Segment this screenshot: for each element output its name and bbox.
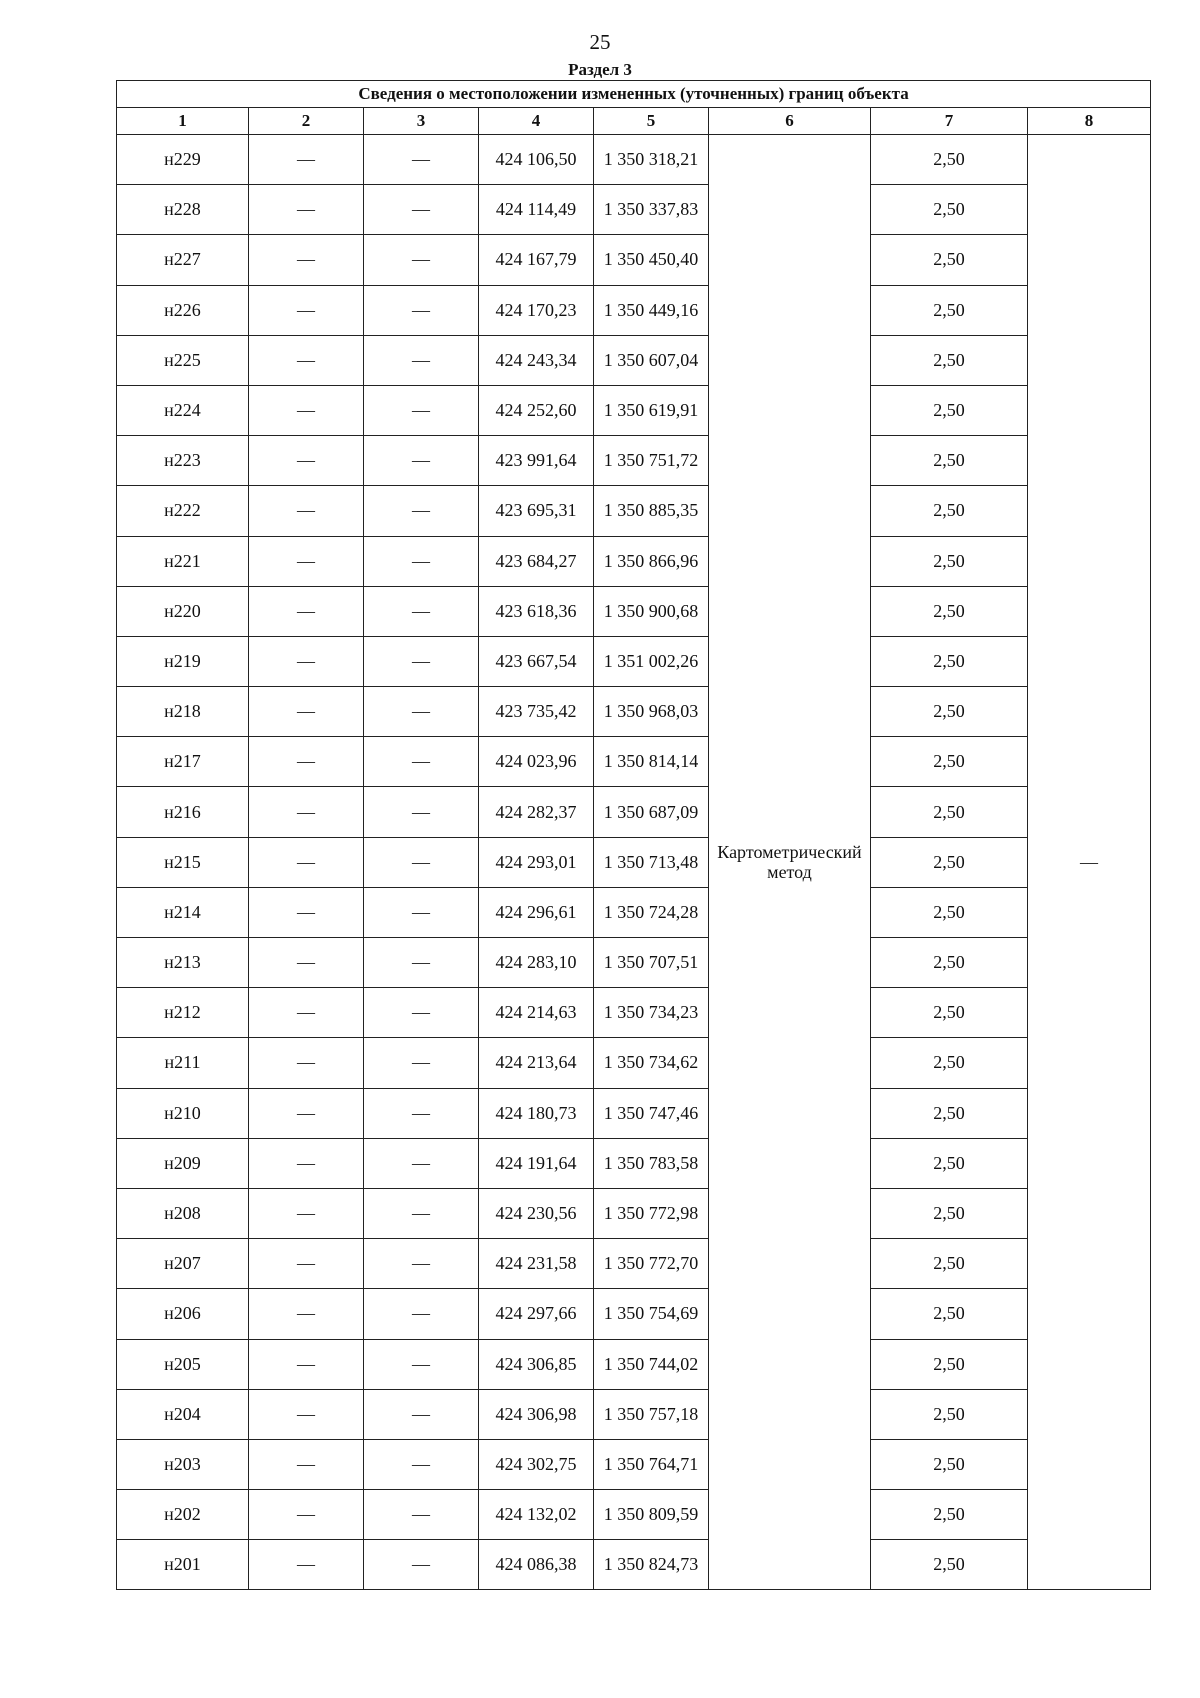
- y-coordinate-cell: 1 350 968,03: [594, 687, 709, 737]
- x-coordinate-cell: 424 293,01: [479, 837, 594, 887]
- column-3-cell: —: [364, 938, 479, 988]
- y-coordinate-cell: 1 350 687,09: [594, 787, 709, 837]
- accuracy-cell: 2,50: [871, 1239, 1028, 1289]
- column-number-7: 7: [871, 108, 1028, 135]
- accuracy-cell: 2,50: [871, 1339, 1028, 1389]
- point-name-cell: н201: [117, 1540, 249, 1590]
- column-3-cell: —: [364, 787, 479, 837]
- x-coordinate-cell: 423 618,36: [479, 586, 594, 636]
- accuracy-cell: 2,50: [871, 1138, 1028, 1188]
- x-coordinate-cell: 424 282,37: [479, 787, 594, 837]
- y-coordinate-cell: 1 350 747,46: [594, 1088, 709, 1138]
- accuracy-cell: 2,50: [871, 1038, 1028, 1088]
- y-coordinate-cell: 1 350 824,73: [594, 1540, 709, 1590]
- section-title: Раздел 3: [568, 60, 632, 79]
- column-2-cell: —: [249, 486, 364, 536]
- column-2-cell: —: [249, 1540, 364, 1590]
- y-coordinate-cell: 1 350 619,91: [594, 385, 709, 435]
- point-name-cell: н227: [117, 235, 249, 285]
- accuracy-cell: 2,50: [871, 938, 1028, 988]
- point-name-cell: н222: [117, 486, 249, 536]
- boundary-coordinates-table: [116, 80, 1151, 1590]
- point-name-cell: н223: [117, 436, 249, 486]
- column-3-cell: —: [364, 636, 479, 686]
- y-coordinate-cell: 1 350 764,71: [594, 1439, 709, 1489]
- table-row: [117, 1088, 1151, 1138]
- y-coordinate-cell: 1 350 757,18: [594, 1389, 709, 1439]
- x-coordinate-cell: 424 167,79: [479, 235, 594, 285]
- x-coordinate-cell: 424 230,56: [479, 1188, 594, 1238]
- table-row: [117, 636, 1151, 686]
- column-3-cell: —: [364, 1540, 479, 1590]
- x-coordinate-cell: 424 231,58: [479, 1239, 594, 1289]
- y-coordinate-cell: 1 350 754,69: [594, 1289, 709, 1339]
- x-coordinate-cell: 424 086,38: [479, 1540, 594, 1590]
- accuracy-cell: 2,50: [871, 1439, 1028, 1489]
- y-coordinate-cell: 1 350 772,98: [594, 1188, 709, 1238]
- x-coordinate-cell: 424 252,60: [479, 385, 594, 435]
- accuracy-cell: 2,50: [871, 436, 1028, 486]
- table-row: [117, 1239, 1151, 1289]
- table-row: [117, 887, 1151, 937]
- column-3-cell: —: [364, 135, 479, 185]
- x-coordinate-cell: 424 213,64: [479, 1038, 594, 1088]
- accuracy-cell: 2,50: [871, 636, 1028, 686]
- point-name-cell: н212: [117, 988, 249, 1038]
- column-3-cell: —: [364, 235, 479, 285]
- y-coordinate-cell: 1 350 809,59: [594, 1490, 709, 1540]
- table-row: [117, 285, 1151, 335]
- column-number-1: 1: [117, 108, 249, 135]
- point-name-cell: н206: [117, 1289, 249, 1339]
- point-name-cell: н207: [117, 1239, 249, 1289]
- accuracy-cell: 2,50: [871, 887, 1028, 937]
- table-row: [117, 837, 1151, 887]
- table-row: [117, 486, 1151, 536]
- table-row: [117, 135, 1151, 185]
- x-coordinate-cell: 424 283,10: [479, 938, 594, 988]
- point-name-cell: н208: [117, 1188, 249, 1238]
- column-3-cell: —: [364, 1188, 479, 1238]
- x-coordinate-cell: 424 306,85: [479, 1339, 594, 1389]
- column-3-cell: —: [364, 185, 479, 235]
- column-2-cell: —: [249, 1038, 364, 1088]
- x-coordinate-cell: 424 023,96: [479, 737, 594, 787]
- column-2-cell: —: [249, 1339, 364, 1389]
- y-coordinate-cell: 1 350 734,23: [594, 988, 709, 1038]
- column-3-cell: —: [364, 1289, 479, 1339]
- y-coordinate-cell: 1 351 002,26: [594, 636, 709, 686]
- accuracy-cell: 2,50: [871, 586, 1028, 636]
- column-2-cell: —: [249, 335, 364, 385]
- table-row: [117, 1389, 1151, 1439]
- accuracy-cell: 2,50: [871, 486, 1028, 536]
- y-coordinate-cell: 1 350 866,96: [594, 536, 709, 586]
- column-2-cell: —: [249, 887, 364, 937]
- column-2-cell: —: [249, 787, 364, 837]
- point-name-cell: н221: [117, 536, 249, 586]
- accuracy-cell: 2,50: [871, 1088, 1028, 1138]
- table-row: [117, 185, 1151, 235]
- point-name-cell: н204: [117, 1389, 249, 1439]
- column-3-cell: —: [364, 335, 479, 385]
- column-3-cell: —: [364, 687, 479, 737]
- y-coordinate-cell: 1 350 814,14: [594, 737, 709, 787]
- x-coordinate-cell: 424 132,02: [479, 1490, 594, 1540]
- point-name-cell: н218: [117, 687, 249, 737]
- y-coordinate-cell: 1 350 607,04: [594, 335, 709, 385]
- column-3-cell: —: [364, 1439, 479, 1489]
- x-coordinate-cell: 424 106,50: [479, 135, 594, 185]
- column-3-cell: —: [364, 536, 479, 586]
- table-row: [117, 988, 1151, 1038]
- point-name-cell: н211: [117, 1038, 249, 1088]
- y-coordinate-cell: 1 350 449,16: [594, 285, 709, 335]
- column-2-cell: —: [249, 837, 364, 887]
- y-coordinate-cell: 1 350 734,62: [594, 1038, 709, 1088]
- x-coordinate-cell: 424 180,73: [479, 1088, 594, 1138]
- column-2-cell: —: [249, 1389, 364, 1439]
- column-2-cell: —: [249, 185, 364, 235]
- table-row: [117, 1138, 1151, 1188]
- column-number-3: 3: [364, 108, 479, 135]
- column-3-cell: —: [364, 737, 479, 787]
- accuracy-cell: 2,50: [871, 1490, 1028, 1540]
- column-number-row: [117, 108, 1151, 135]
- x-coordinate-cell: 424 243,34: [479, 335, 594, 385]
- point-name-cell: н214: [117, 887, 249, 937]
- accuracy-cell: 2,50: [871, 285, 1028, 335]
- x-coordinate-cell: 424 170,23: [479, 285, 594, 335]
- accuracy-cell: 2,50: [871, 1540, 1028, 1590]
- point-name-cell: н216: [117, 787, 249, 837]
- column-2-cell: —: [249, 1188, 364, 1238]
- column-number-2: 2: [249, 108, 364, 135]
- x-coordinate-cell: 423 667,54: [479, 636, 594, 686]
- accuracy-cell: 2,50: [871, 1389, 1028, 1439]
- accuracy-cell: 2,50: [871, 335, 1028, 385]
- column-3-cell: —: [364, 887, 479, 937]
- accuracy-cell: 2,50: [871, 1289, 1028, 1339]
- y-coordinate-cell: 1 350 751,72: [594, 436, 709, 486]
- table-row: [117, 1339, 1151, 1389]
- column-3-cell: —: [364, 486, 479, 536]
- column-2-cell: —: [249, 285, 364, 335]
- y-coordinate-cell: 1 350 318,21: [594, 135, 709, 185]
- column-2-cell: —: [249, 1138, 364, 1188]
- table-body: [117, 135, 1151, 1590]
- x-coordinate-cell: 424 114,49: [479, 185, 594, 235]
- x-coordinate-cell: 424 296,61: [479, 887, 594, 937]
- table-row: [117, 385, 1151, 435]
- x-coordinate-cell: 424 297,66: [479, 1289, 594, 1339]
- y-coordinate-cell: 1 350 900,68: [594, 586, 709, 636]
- point-name-cell: н215: [117, 837, 249, 887]
- x-coordinate-cell: 424 214,63: [479, 988, 594, 1038]
- y-coordinate-cell: 1 350 772,70: [594, 1239, 709, 1289]
- x-coordinate-cell: 424 306,98: [479, 1389, 594, 1439]
- column-2-cell: —: [249, 1439, 364, 1489]
- point-name-cell: н202: [117, 1490, 249, 1540]
- column-2-cell: —: [249, 1088, 364, 1138]
- point-name-cell: н209: [117, 1138, 249, 1188]
- column-2-cell: —: [249, 687, 364, 737]
- y-coordinate-cell: 1 350 724,28: [594, 887, 709, 937]
- accuracy-cell: 2,50: [871, 536, 1028, 586]
- column-number-4: 4: [479, 108, 594, 135]
- column-3-cell: —: [364, 385, 479, 435]
- table-row: [117, 687, 1151, 737]
- column-2-cell: —: [249, 536, 364, 586]
- column-2-cell: —: [249, 436, 364, 486]
- column-3-cell: —: [364, 1339, 479, 1389]
- point-name-cell: н219: [117, 636, 249, 686]
- table-row: [117, 586, 1151, 636]
- x-coordinate-cell: 424 302,75: [479, 1439, 594, 1489]
- column-2-cell: —: [249, 636, 364, 686]
- y-coordinate-cell: 1 350 783,58: [594, 1138, 709, 1188]
- table-row: [117, 938, 1151, 988]
- column-2-cell: —: [249, 1289, 364, 1339]
- y-coordinate-cell: 1 350 744,02: [594, 1339, 709, 1389]
- point-name-cell: н213: [117, 938, 249, 988]
- table-row: [117, 787, 1151, 837]
- table-row: [117, 1188, 1151, 1238]
- column-3-cell: —: [364, 1239, 479, 1289]
- point-name-cell: н220: [117, 586, 249, 636]
- column-2-cell: —: [249, 1490, 364, 1540]
- accuracy-cell: 2,50: [871, 185, 1028, 235]
- point-name-cell: н225: [117, 335, 249, 385]
- column-3-cell: —: [364, 837, 479, 887]
- accuracy-cell: 2,50: [871, 235, 1028, 285]
- y-coordinate-cell: 1 350 450,40: [594, 235, 709, 285]
- column-8-cell: —: [1028, 135, 1151, 1590]
- point-name-cell: н217: [117, 737, 249, 787]
- x-coordinate-cell: 423 735,42: [479, 687, 594, 737]
- column-3-cell: —: [364, 1038, 479, 1088]
- accuracy-cell: 2,50: [871, 787, 1028, 837]
- point-name-cell: н229: [117, 135, 249, 185]
- column-3-cell: —: [364, 1389, 479, 1439]
- method-cell: Картометрический метод: [709, 135, 871, 1590]
- accuracy-cell: 2,50: [871, 135, 1028, 185]
- point-name-cell: н205: [117, 1339, 249, 1389]
- y-coordinate-cell: 1 350 707,51: [594, 938, 709, 988]
- point-name-cell: н226: [117, 285, 249, 335]
- accuracy-cell: 2,50: [871, 837, 1028, 887]
- column-3-cell: —: [364, 1138, 479, 1188]
- table-row: [117, 235, 1151, 285]
- page-number: 25: [589, 30, 611, 54]
- column-3-cell: —: [364, 1088, 479, 1138]
- column-2-cell: —: [249, 235, 364, 285]
- table-row: [117, 536, 1151, 586]
- column-3-cell: —: [364, 586, 479, 636]
- x-coordinate-cell: 423 991,64: [479, 436, 594, 486]
- accuracy-cell: 2,50: [871, 385, 1028, 435]
- table-row: [117, 737, 1151, 787]
- table-row: [117, 1439, 1151, 1489]
- column-2-cell: —: [249, 385, 364, 435]
- column-3-cell: —: [364, 285, 479, 335]
- column-2-cell: —: [249, 938, 364, 988]
- table-row: [117, 1490, 1151, 1540]
- column-3-cell: —: [364, 988, 479, 1038]
- y-coordinate-cell: 1 350 337,83: [594, 185, 709, 235]
- column-3-cell: —: [364, 1490, 479, 1540]
- column-3-cell: —: [364, 436, 479, 486]
- x-coordinate-cell: 424 191,64: [479, 1138, 594, 1188]
- table-row: [117, 436, 1151, 486]
- y-coordinate-cell: 1 350 713,48: [594, 837, 709, 887]
- column-2-cell: —: [249, 1239, 364, 1289]
- table-row: [117, 1289, 1151, 1339]
- column-2-cell: —: [249, 988, 364, 1038]
- column-number-5: 5: [594, 108, 709, 135]
- x-coordinate-cell: 423 684,27: [479, 536, 594, 586]
- table-caption: Сведения о местоположении измененных (уточненных) границ объекта: [117, 81, 1151, 108]
- y-coordinate-cell: 1 350 885,35: [594, 486, 709, 536]
- table-row: [117, 335, 1151, 385]
- table-row: [117, 1038, 1151, 1088]
- column-2-cell: —: [249, 135, 364, 185]
- column-number-8: 8: [1028, 108, 1151, 135]
- column-number-6: 6: [709, 108, 871, 135]
- column-2-cell: —: [249, 586, 364, 636]
- column-2-cell: —: [249, 737, 364, 787]
- accuracy-cell: 2,50: [871, 737, 1028, 787]
- table-row: [117, 1540, 1151, 1590]
- x-coordinate-cell: 423 695,31: [479, 486, 594, 536]
- point-name-cell: н203: [117, 1439, 249, 1489]
- accuracy-cell: 2,50: [871, 1188, 1028, 1238]
- point-name-cell: н228: [117, 185, 249, 235]
- point-name-cell: н224: [117, 385, 249, 435]
- accuracy-cell: 2,50: [871, 988, 1028, 1038]
- accuracy-cell: 2,50: [871, 687, 1028, 737]
- point-name-cell: н210: [117, 1088, 249, 1138]
